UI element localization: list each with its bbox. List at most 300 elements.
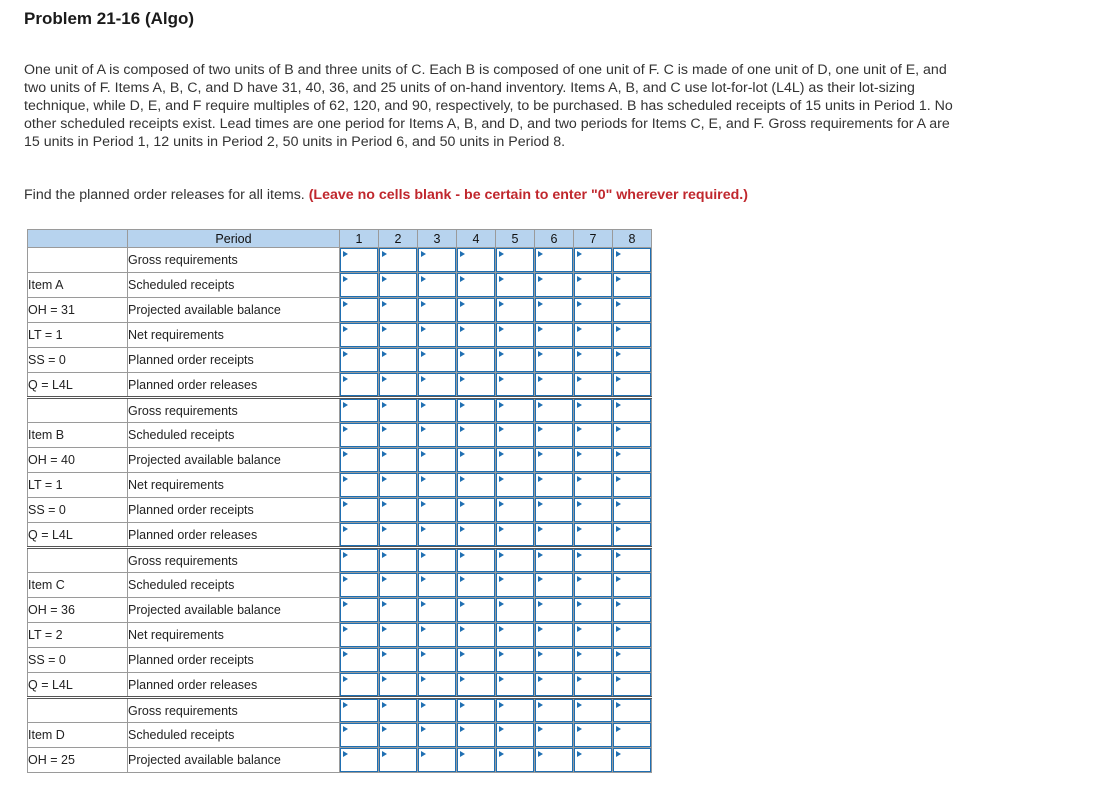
item-a-period-8-cell [613, 373, 652, 398]
item-c-period-6-cell [535, 598, 574, 623]
item-c-period-8-cell [613, 598, 652, 623]
item-c-period-2-cell [379, 573, 418, 598]
item-b-period-5-cell [496, 448, 535, 473]
item-c-period-8-input[interactable] [613, 573, 651, 597]
item-b-period-1-input[interactable] [340, 498, 378, 522]
item-a-period-8-cell [613, 248, 652, 273]
item-c-period-6-input[interactable] [535, 573, 573, 597]
item-d-period-1-input[interactable] [340, 748, 378, 772]
item-d-period-7-input[interactable] [574, 723, 612, 747]
item-c-period-4-input[interactable] [457, 573, 495, 597]
table-row [28, 598, 652, 623]
item-c-period-2-input[interactable] [379, 598, 417, 622]
item-b-period-8-input[interactable] [613, 473, 651, 497]
item-b-period-4-input[interactable] [457, 423, 495, 447]
period-6-header: 6 [535, 230, 574, 248]
item-c-period-8-input[interactable] [613, 623, 651, 647]
item-b-period-5-cell [496, 523, 535, 548]
item-b-period-8-input[interactable] [613, 423, 651, 447]
item-d-period-3-input[interactable] [418, 699, 456, 722]
item-a-period-2-input[interactable] [379, 373, 417, 396]
item-b-period-3-input[interactable] [418, 498, 456, 522]
item-a-info-0: OH = 31 [28, 298, 128, 323]
item-a-period-4-input[interactable] [457, 348, 495, 372]
item-a-period-6-input[interactable] [535, 273, 573, 297]
item-a-period-1-input[interactable] [340, 248, 378, 272]
item-c-period-3-input[interactable] [418, 673, 456, 696]
item-a-period-2-cell [379, 248, 418, 273]
item-d-period-6-input[interactable] [535, 699, 573, 722]
item-c-period-4-cell [457, 598, 496, 623]
item-c-row-label: Planned order releases [128, 673, 340, 698]
item-d-period-6-cell [535, 748, 574, 773]
item-b-period-6-input[interactable] [535, 399, 573, 422]
item-c-period-5-input[interactable] [496, 648, 534, 672]
item-a-period-5-input[interactable] [496, 373, 534, 396]
item-b-period-1-input[interactable] [340, 448, 378, 472]
item-b-period-2-input[interactable] [379, 448, 417, 472]
item-a-period-1-cell [340, 248, 379, 273]
item-a-period-3-input[interactable] [418, 273, 456, 297]
item-b-period-3-input[interactable] [418, 399, 456, 422]
item-c-period-7-cell [574, 573, 613, 598]
item-d-info-blank [28, 698, 128, 723]
item-b-period-7-input[interactable] [574, 448, 612, 472]
item-c-period-5-input[interactable] [496, 573, 534, 597]
item-a-period-3-input[interactable] [418, 298, 456, 322]
item-b-period-3-input[interactable] [418, 448, 456, 472]
item-c-period-6-cell [535, 623, 574, 648]
item-b-info-0: OH = 40 [28, 448, 128, 473]
problem-statement: One unit of A is composed of two units of B and three units of C. Each B is composed of one unit of F. C is made of one unit of D, one unit of E, and two units of F. Items A, B, C, and D have 31, 40, 36, and 25 units of on-hand inventory. Items A, B, and C use lot-for-lot (L4L) as their lot-sizing technique, while D, E, and F require multiples of 62, 120, and 90, respectively, to be purchased. B has scheduled receipts of 15 units in Period 1. No other scheduled receipts exist. Lead times are one period for Items A, B, and D, and two periods for Items C, E, and F. Gross requirements for A are 15 units in Period 1, 12 units in Period 2, 50 units in Period 6, and 50 units in Period 8. [24, 62, 953, 150]
table-row [28, 323, 652, 348]
item-c-period-8-cell [613, 673, 652, 698]
instruction-text: Find the planned order releases for all items. [24, 187, 305, 203]
item-c-period-2-cell [379, 648, 418, 673]
item-c-period-1-input[interactable] [340, 598, 378, 622]
item-c-period-6-input[interactable] [535, 623, 573, 647]
item-c-period-7-cell [574, 673, 613, 698]
item-d-period-8-input[interactable] [613, 748, 651, 772]
item-b-period-3-input[interactable] [418, 473, 456, 497]
item-d-period-4-input[interactable] [457, 699, 495, 722]
item-c-period-1-input[interactable] [340, 648, 378, 672]
item-b-period-4-input[interactable] [457, 498, 495, 522]
item-c-period-4-cell [457, 573, 496, 598]
item-b-period-6-cell [535, 523, 574, 548]
item-b-period-4-cell [457, 498, 496, 523]
table-row [28, 698, 652, 723]
item-b-period-8-cell [613, 448, 652, 473]
item-d-period-3-input[interactable] [418, 723, 456, 747]
item-a-period-3-cell [418, 323, 457, 348]
item-b-period-3-input[interactable] [418, 423, 456, 447]
item-c-period-2-input[interactable] [379, 549, 417, 572]
item-d-period-7-input[interactable] [574, 699, 612, 722]
item-b-period-2-cell [379, 473, 418, 498]
item-a-period-5-input[interactable] [496, 323, 534, 347]
item-d-period-4-cell [457, 723, 496, 748]
item-c-period-5-cell [496, 548, 535, 573]
item-a-period-8-input[interactable] [613, 323, 651, 347]
item-b-period-7-input[interactable] [574, 473, 612, 497]
item-a-period-1-input[interactable] [340, 298, 378, 322]
item-d-period-6-input[interactable] [535, 723, 573, 747]
item-b-period-2-input[interactable] [379, 423, 417, 447]
item-b-period-2-input[interactable] [379, 498, 417, 522]
item-b-period-7-cell [574, 448, 613, 473]
item-a-period-3-cell [418, 273, 457, 298]
item-a-period-4-cell [457, 323, 496, 348]
table-row [28, 423, 652, 448]
item-c-period-8-input[interactable] [613, 648, 651, 672]
item-a-period-6-input[interactable] [535, 348, 573, 372]
item-c-period-2-input[interactable] [379, 623, 417, 647]
item-d-period-1-input[interactable] [340, 723, 378, 747]
item-a-period-6-input[interactable] [535, 248, 573, 272]
item-b-period-1-cell [340, 448, 379, 473]
item-d-period-2-input[interactable] [379, 699, 417, 722]
item-c-period-5-cell [496, 673, 535, 698]
item-c-period-3-cell [418, 548, 457, 573]
item-a-row-label: Planned order receipts [128, 348, 340, 373]
item-c-period-8-input[interactable] [613, 598, 651, 622]
item-b-period-7-input[interactable] [574, 399, 612, 422]
item-d-period-8-input[interactable] [613, 699, 651, 722]
item-b-row-label: Net requirements [128, 473, 340, 498]
item-c-period-1-input[interactable] [340, 573, 378, 597]
item-a-info-blank [28, 248, 128, 273]
item-a-period-7-cell [574, 298, 613, 323]
item-b-period-2-cell [379, 498, 418, 523]
table-row [28, 723, 652, 748]
item-c-period-1-input[interactable] [340, 623, 378, 647]
item-c-period-8-cell [613, 573, 652, 598]
item-a-period-2-input[interactable] [379, 273, 417, 297]
table-row [28, 473, 652, 498]
item-b-period-5-input[interactable] [496, 523, 534, 546]
item-a-period-4-input[interactable] [457, 323, 495, 347]
item-a-period-6-input[interactable] [535, 323, 573, 347]
item-c-period-4-input[interactable] [457, 673, 495, 696]
item-b-period-1-cell [340, 523, 379, 548]
item-a-period-8-input[interactable] [613, 298, 651, 322]
item-d-period-2-cell [379, 723, 418, 748]
table-row [28, 548, 652, 573]
item-b-row-label: Planned order receipts [128, 498, 340, 523]
item-b-period-2-input[interactable] [379, 473, 417, 497]
item-c-period-5-input[interactable] [496, 549, 534, 572]
item-a-period-8-cell [613, 273, 652, 298]
item-a-period-6-cell [535, 323, 574, 348]
item-a-period-3-input[interactable] [418, 373, 456, 396]
item-d-period-5-input[interactable] [496, 699, 534, 722]
item-a-period-4-cell [457, 273, 496, 298]
item-d-period-4-cell [457, 698, 496, 723]
item-b-period-7-input[interactable] [574, 523, 612, 546]
item-b-period-2-cell [379, 398, 418, 423]
item-c-period-2-input[interactable] [379, 648, 417, 672]
item-c-period-7-input[interactable] [574, 648, 612, 672]
item-c-period-8-cell [613, 648, 652, 673]
item-c-period-5-cell [496, 648, 535, 673]
item-c-period-4-input[interactable] [457, 598, 495, 622]
item-b-period-8-input[interactable] [613, 498, 651, 522]
instruction [24, 186, 748, 204]
item-b-period-8-cell [613, 423, 652, 448]
item-a-period-7-input[interactable] [574, 248, 612, 272]
item-d-period-8-cell [613, 723, 652, 748]
item-a-period-2-cell [379, 348, 418, 373]
item-c-period-3-input[interactable] [418, 573, 456, 597]
item-b-info-2: SS = 0 [28, 498, 128, 523]
item-d-period-2-input[interactable] [379, 748, 417, 772]
item-b-period-4-cell [457, 398, 496, 423]
item-c-info-3: Q = L4L [28, 673, 128, 698]
item-a-period-2-cell [379, 273, 418, 298]
table-row [28, 673, 652, 698]
item-a-period-3-input[interactable] [418, 348, 456, 372]
item-a-period-7-input[interactable] [574, 298, 612, 322]
item-a-period-1-input[interactable] [340, 273, 378, 297]
item-c-row-label: Scheduled receipts [128, 573, 340, 598]
item-a-period-8-input[interactable] [613, 273, 651, 297]
item-c-period-3-cell [418, 648, 457, 673]
item-c-period-4-input[interactable] [457, 549, 495, 572]
item-b-period-4-input[interactable] [457, 399, 495, 422]
period-2-header: 2 [379, 230, 418, 248]
item-c-period-2-input[interactable] [379, 673, 417, 696]
item-d-period-4-input[interactable] [457, 748, 495, 772]
item-c-period-8-input[interactable] [613, 673, 651, 696]
period-header: Period [128, 230, 340, 248]
item-c-period-3-input[interactable] [418, 648, 456, 672]
item-b-period-6-input[interactable] [535, 473, 573, 497]
item-a-period-1-input[interactable] [340, 373, 378, 396]
item-c-period-2-input[interactable] [379, 573, 417, 597]
item-c-period-5-input[interactable] [496, 598, 534, 622]
item-b-row-label: Projected available balance [128, 448, 340, 473]
item-b-period-5-input[interactable] [496, 473, 534, 497]
item-a-period-3-input[interactable] [418, 248, 456, 272]
period-4-header: 4 [457, 230, 496, 248]
item-c-period-7-input[interactable] [574, 673, 612, 696]
item-a-period-4-input[interactable] [457, 373, 495, 396]
item-b-period-6-input[interactable] [535, 523, 573, 546]
item-b-period-5-cell [496, 398, 535, 423]
item-b-period-2-input[interactable] [379, 399, 417, 422]
item-b-period-7-cell [574, 498, 613, 523]
item-b-period-4-input[interactable] [457, 523, 495, 546]
item-c-period-3-cell [418, 673, 457, 698]
period-3-header: 3 [418, 230, 457, 248]
item-b-period-5-input[interactable] [496, 423, 534, 447]
page-title: Problem 21-16 (Algo) [24, 9, 195, 28]
item-b-period-5-input[interactable] [496, 498, 534, 522]
item-a-period-4-input[interactable] [457, 298, 495, 322]
table-row [28, 248, 652, 273]
item-b-period-6-cell [535, 423, 574, 448]
item-a-period-2-input[interactable] [379, 348, 417, 372]
item-a-period-1-input[interactable] [340, 323, 378, 347]
item-d-period-1-input[interactable] [340, 699, 378, 722]
item-c-period-3-input[interactable] [418, 598, 456, 622]
item-c-period-7-input[interactable] [574, 598, 612, 622]
item-b-period-5-input[interactable] [496, 399, 534, 422]
item-a-period-7-input[interactable] [574, 373, 612, 396]
item-c-period-2-cell [379, 548, 418, 573]
item-b-period-1-input[interactable] [340, 473, 378, 497]
table-row [28, 448, 652, 473]
item-b-period-8-cell [613, 523, 652, 548]
item-c-period-3-input[interactable] [418, 549, 456, 572]
item-a-period-5-input[interactable] [496, 298, 534, 322]
item-a-period-4-input[interactable] [457, 273, 495, 297]
item-a-period-3-cell [418, 348, 457, 373]
item-c-row-label: Planned order receipts [128, 648, 340, 673]
item-c-row-label: Gross requirements [128, 548, 340, 573]
item-d-period-7-input[interactable] [574, 748, 612, 772]
item-b-period-2-input[interactable] [379, 523, 417, 546]
item-c-period-6-input[interactable] [535, 549, 573, 572]
item-a-period-4-input[interactable] [457, 248, 495, 272]
item-a-period-3-input[interactable] [418, 323, 456, 347]
item-a-period-4-cell [457, 248, 496, 273]
item-d-period-8-input[interactable] [613, 723, 651, 747]
item-d-period-5-cell [496, 748, 535, 773]
item-d-period-5-input[interactable] [496, 723, 534, 747]
item-a-period-1-cell [340, 298, 379, 323]
item-a-period-4-cell [457, 373, 496, 398]
item-b-period-8-input[interactable] [613, 399, 651, 422]
item-b-period-4-input[interactable] [457, 473, 495, 497]
item-d-period-6-input[interactable] [535, 748, 573, 772]
item-a-period-6-input[interactable] [535, 373, 573, 396]
item-b-period-3-input[interactable] [418, 523, 456, 546]
item-b-period-8-cell [613, 498, 652, 523]
item-c-period-1-input[interactable] [340, 673, 378, 696]
item-a-period-8-cell [613, 323, 652, 348]
item-a-period-1-cell [340, 273, 379, 298]
item-a-period-1-input[interactable] [340, 348, 378, 372]
item-a-period-8-input[interactable] [613, 248, 651, 272]
item-c-period-7-input[interactable] [574, 623, 612, 647]
period-8-header: 8 [613, 230, 652, 248]
item-c-period-5-input[interactable] [496, 673, 534, 696]
item-c-period-7-cell [574, 648, 613, 673]
item-c-period-4-input[interactable] [457, 648, 495, 672]
item-c-period-7-input[interactable] [574, 549, 612, 572]
item-b-period-1-cell [340, 423, 379, 448]
item-c-period-7-input[interactable] [574, 573, 612, 597]
item-a-period-4-cell [457, 298, 496, 323]
item-c-period-1-input[interactable] [340, 549, 378, 572]
item-b-period-6-cell [535, 398, 574, 423]
item-b-period-6-input[interactable] [535, 448, 573, 472]
item-a-period-6-input[interactable] [535, 298, 573, 322]
item-c-period-5-cell [496, 598, 535, 623]
item-b-period-6-cell [535, 498, 574, 523]
item-a-period-7-input[interactable] [574, 323, 612, 347]
table-row [28, 298, 652, 323]
item-d-period-7-cell [574, 698, 613, 723]
item-d-period-2-input[interactable] [379, 723, 417, 747]
item-a-period-5-input[interactable] [496, 273, 534, 297]
item-c-period-5-input[interactable] [496, 623, 534, 647]
item-a-info-1: LT = 1 [28, 323, 128, 348]
item-b-period-8-input[interactable] [613, 523, 651, 546]
item-a-period-2-input[interactable] [379, 248, 417, 272]
item-c-period-6-input[interactable] [535, 648, 573, 672]
item-c-period-6-cell [535, 673, 574, 698]
mrp-table [27, 229, 652, 773]
item-c-period-6-input[interactable] [535, 673, 573, 696]
item-d-period-5-input[interactable] [496, 748, 534, 772]
item-d-period-5-cell [496, 723, 535, 748]
item-c-period-4-cell [457, 673, 496, 698]
item-c-name: Item C [28, 573, 128, 598]
item-b-period-8-cell [613, 473, 652, 498]
item-a-period-5-cell [496, 298, 535, 323]
item-a-period-3-cell [418, 298, 457, 323]
item-b-info-1: LT = 1 [28, 473, 128, 498]
item-a-period-5-input[interactable] [496, 348, 534, 372]
item-a-row-label: Scheduled receipts [128, 273, 340, 298]
item-a-period-5-cell [496, 273, 535, 298]
item-a-period-8-input[interactable] [613, 373, 651, 396]
item-b-period-1-input[interactable] [340, 423, 378, 447]
item-b-period-6-input[interactable] [535, 423, 573, 447]
item-b-period-7-input[interactable] [574, 498, 612, 522]
item-d-period-8-cell [613, 698, 652, 723]
item-b-period-4-input[interactable] [457, 448, 495, 472]
item-b-period-1-input[interactable] [340, 523, 378, 546]
item-a-period-2-input[interactable] [379, 323, 417, 347]
item-a-info-2: SS = 0 [28, 348, 128, 373]
table-row [28, 398, 652, 423]
item-a-period-1-cell [340, 373, 379, 398]
item-a-period-2-input[interactable] [379, 298, 417, 322]
item-b-period-2-cell [379, 448, 418, 473]
item-c-period-4-input[interactable] [457, 623, 495, 647]
item-a-period-8-cell [613, 298, 652, 323]
item-a-period-7-input[interactable] [574, 348, 612, 372]
item-b-period-6-input[interactable] [535, 498, 573, 522]
item-b-period-5-input[interactable] [496, 448, 534, 472]
item-d-row-label: Gross requirements [128, 698, 340, 723]
item-c-period-4-cell [457, 623, 496, 648]
item-b-period-1-input[interactable] [340, 399, 378, 422]
item-a-period-7-input[interactable] [574, 273, 612, 297]
item-c-info-2: SS = 0 [28, 648, 128, 673]
item-a-period-5-input[interactable] [496, 248, 534, 272]
item-c-period-7-cell [574, 623, 613, 648]
item-c-period-6-input[interactable] [535, 598, 573, 622]
item-c-period-3-cell [418, 598, 457, 623]
item-c-period-2-cell [379, 623, 418, 648]
item-d-period-3-input[interactable] [418, 748, 456, 772]
item-c-period-7-cell [574, 548, 613, 573]
table-row [28, 623, 652, 648]
item-a-period-1-cell [340, 323, 379, 348]
item-c-period-6-cell [535, 548, 574, 573]
item-b-period-7-input[interactable] [574, 423, 612, 447]
item-d-period-4-input[interactable] [457, 723, 495, 747]
item-c-period-3-input[interactable] [418, 623, 456, 647]
item-b-period-8-input[interactable] [613, 448, 651, 472]
item-a-period-8-input[interactable] [613, 348, 651, 372]
item-c-period-8-input[interactable] [613, 549, 651, 572]
